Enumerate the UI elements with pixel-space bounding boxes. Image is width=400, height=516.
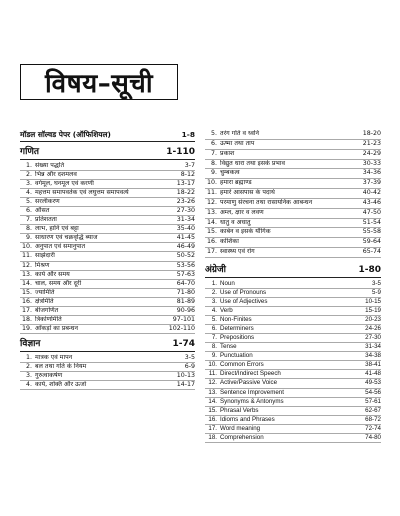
toc-entry bbox=[205, 209, 381, 219]
entry-number: 2. bbox=[25, 362, 32, 370]
toc-entry bbox=[205, 334, 381, 343]
entry-number: 7. bbox=[211, 334, 217, 342]
entry-number: 8. bbox=[211, 343, 217, 351]
toc-entry bbox=[20, 316, 195, 325]
page-title: विषय–सूची bbox=[20, 64, 178, 100]
entry-title: कार्बन व इसके यौगिक bbox=[220, 228, 271, 236]
toc-entry bbox=[205, 407, 381, 416]
toc-entry bbox=[205, 238, 381, 248]
section-label: विज्ञान bbox=[20, 338, 41, 349]
entry-title: Active/Passive Voice bbox=[220, 379, 278, 387]
toc-entry bbox=[205, 352, 381, 361]
section-vigyan bbox=[20, 338, 195, 352]
entry-title: वर्गमूल, घनमूल एवं करणी bbox=[35, 180, 94, 188]
toc-entry bbox=[205, 189, 381, 199]
entry-pages: 20-23 bbox=[365, 316, 381, 324]
entry-pages: 13-17 bbox=[176, 180, 195, 188]
entry-number: 11. bbox=[208, 370, 217, 378]
entry-pages: 21-23 bbox=[362, 139, 381, 147]
entry-title: हमारे आसपास के पदार्थ bbox=[220, 189, 275, 197]
entry-title: मिश्रण bbox=[35, 261, 50, 269]
toc-entry bbox=[20, 381, 195, 390]
entry-pages: 97-101 bbox=[172, 315, 195, 323]
vigyan-continued-list bbox=[205, 130, 381, 258]
entry-title: गुरुत्वाकर्षण bbox=[35, 371, 63, 379]
entry-number: 16. bbox=[21, 297, 32, 305]
entry-number: 7. bbox=[210, 149, 217, 157]
entry-pages: 81-89 bbox=[176, 297, 195, 305]
entry-pages: 57-63 bbox=[176, 270, 195, 278]
toc-entry bbox=[20, 262, 195, 271]
entry-pages: 50-52 bbox=[176, 252, 195, 260]
entry-number: 10. bbox=[206, 179, 217, 187]
entry-title: Word meaning bbox=[220, 424, 261, 432]
entry-title: कोशिका bbox=[220, 238, 239, 246]
entry-number: 13. bbox=[208, 388, 217, 396]
toc-entry bbox=[205, 316, 381, 325]
entry-title: Use of Pronouns bbox=[220, 289, 267, 297]
entry-title: अनुपात एवं समानुपात bbox=[35, 243, 86, 251]
section-label: मॉडल सॉल्वड पेपर (ऑफिशियल) bbox=[20, 130, 111, 139]
toc-entry bbox=[205, 416, 381, 425]
entry-number: 11. bbox=[206, 189, 217, 197]
toc-entry bbox=[205, 307, 381, 316]
toc-entry bbox=[20, 372, 195, 381]
entry-pages: 64-70 bbox=[176, 279, 195, 287]
entry-pages: 5-9 bbox=[372, 289, 381, 297]
entry-title: लाभ, हानि एवं बट्टा bbox=[35, 225, 79, 233]
entry-pages: 57-61 bbox=[365, 397, 381, 405]
entry-pages: 15-19 bbox=[365, 307, 381, 315]
entry-number: 17. bbox=[206, 248, 217, 256]
toc-entry bbox=[20, 325, 195, 334]
toc-entry bbox=[205, 280, 381, 289]
toc-entry bbox=[20, 198, 195, 207]
entry-number: 10. bbox=[208, 361, 217, 369]
entry-pages: 3-5 bbox=[372, 279, 381, 287]
entry-title: Non-Finites bbox=[220, 316, 252, 324]
entry-pages: 34-36 bbox=[362, 169, 381, 177]
toc-entry bbox=[205, 361, 381, 370]
entry-pages: 54-56 bbox=[365, 388, 381, 396]
entry-pages: 35-40 bbox=[176, 225, 195, 233]
ganit-list bbox=[20, 162, 195, 334]
toc-entry bbox=[205, 289, 381, 298]
entry-title: Comprehension bbox=[220, 433, 264, 441]
entry-title: साझेदारी bbox=[35, 252, 55, 260]
toc-entry bbox=[20, 289, 195, 298]
angrezi-list bbox=[205, 280, 381, 443]
entry-number: 6. bbox=[211, 325, 217, 333]
toc-entry bbox=[20, 307, 195, 316]
entry-pages: 34-38 bbox=[365, 352, 381, 360]
entry-number: 3. bbox=[25, 180, 32, 188]
entry-pages: 51-54 bbox=[362, 218, 381, 226]
entry-number: 14. bbox=[206, 218, 217, 226]
entry-title: चुम्बकत्व bbox=[220, 169, 240, 177]
toc-entry bbox=[205, 199, 381, 209]
toc-entry bbox=[20, 363, 195, 372]
entry-number: 8. bbox=[25, 225, 32, 233]
entry-pages: 38-41 bbox=[365, 361, 381, 369]
section-label: अंग्रेजी bbox=[205, 264, 226, 275]
entry-pages: 27-30 bbox=[176, 207, 195, 215]
entry-title: औसत bbox=[35, 207, 50, 215]
section-ganit bbox=[20, 146, 195, 160]
entry-title: तरंग गति व ध्वनि bbox=[220, 130, 259, 137]
entry-pages: 43-46 bbox=[362, 198, 381, 206]
toc-entry bbox=[205, 219, 381, 229]
entry-number: 18. bbox=[21, 315, 32, 323]
entry-title: कार्य और समय bbox=[35, 270, 70, 278]
entry-pages: 62-67 bbox=[365, 406, 381, 414]
toc-entry bbox=[205, 370, 381, 379]
toc-entry bbox=[205, 389, 381, 398]
entry-pages: 40-42 bbox=[362, 189, 381, 197]
entry-pages: 90-96 bbox=[176, 306, 195, 314]
section-pages: 1-110 bbox=[166, 147, 195, 157]
entry-number: 3. bbox=[25, 371, 32, 379]
entry-number: 19. bbox=[21, 324, 32, 332]
entry-number: 8. bbox=[210, 159, 217, 167]
entry-pages: 14-17 bbox=[176, 381, 195, 389]
entry-number: 7. bbox=[25, 216, 32, 224]
entry-pages: 23-26 bbox=[176, 198, 195, 206]
entry-title: ज्यामिति bbox=[35, 288, 55, 296]
left-column bbox=[20, 130, 195, 390]
entry-number: 6. bbox=[25, 207, 32, 215]
entry-pages: 72-74 bbox=[365, 424, 381, 432]
entry-number: 14. bbox=[21, 279, 32, 287]
entry-number: 1. bbox=[25, 162, 32, 169]
section-label: गणित bbox=[20, 147, 40, 157]
entry-title: साधारण एवं चक्रवृद्धि ब्याज bbox=[35, 234, 98, 242]
entry-pages: 18-20 bbox=[362, 130, 381, 137]
entry-number: 6. bbox=[210, 139, 217, 147]
entry-pages: 46-49 bbox=[176, 243, 195, 251]
entry-number: 10. bbox=[21, 243, 32, 251]
toc-entry bbox=[205, 130, 381, 140]
toc-entry bbox=[20, 234, 195, 243]
toc-entry bbox=[205, 140, 381, 150]
entry-title: विद्युत धारा तथा इसके प्रभाव bbox=[220, 159, 285, 167]
entry-number: 9. bbox=[25, 234, 32, 242]
toc-entry bbox=[20, 271, 195, 280]
entry-pages: 6-9 bbox=[184, 362, 195, 370]
entry-number: 16. bbox=[206, 238, 217, 246]
entry-number: 5. bbox=[210, 130, 217, 137]
entry-pages: 10-15 bbox=[365, 298, 381, 306]
entry-title: संख्या पद्धति bbox=[35, 162, 65, 169]
entry-pages: 27-30 bbox=[365, 334, 381, 342]
toc-entry bbox=[205, 325, 381, 334]
entry-pages: 53-56 bbox=[176, 261, 195, 269]
toc-entry bbox=[20, 252, 195, 261]
entry-pages: 49-53 bbox=[365, 379, 381, 387]
entry-pages: 102-110 bbox=[168, 324, 195, 332]
entry-pages: 30-33 bbox=[362, 159, 381, 167]
toc-entry bbox=[20, 207, 195, 216]
toc-entry bbox=[205, 434, 381, 443]
toc-entry bbox=[20, 225, 195, 234]
entry-number: 4. bbox=[25, 381, 32, 389]
toc-entry bbox=[205, 379, 381, 388]
toc-entry bbox=[205, 248, 381, 258]
section-angrezi bbox=[205, 264, 381, 278]
entry-pages: 24-29 bbox=[362, 149, 381, 157]
entry-title: हमारा ब्रह्माण्ड bbox=[220, 179, 252, 187]
toc-entry bbox=[205, 160, 381, 170]
entry-title: Idioms and Phrases bbox=[220, 415, 275, 423]
entry-number: 4. bbox=[25, 189, 32, 197]
entry-title: भिन्न और दशमलव bbox=[35, 171, 77, 179]
toc-entry bbox=[20, 189, 195, 198]
entry-number: 12. bbox=[208, 379, 217, 387]
entry-number: 12. bbox=[21, 261, 32, 269]
entry-number: 9. bbox=[210, 169, 217, 177]
entry-pages: 37-39 bbox=[362, 179, 381, 187]
entry-title: कार्य, शक्ति और ऊर्जा bbox=[35, 381, 87, 389]
entry-pages: 55-58 bbox=[362, 228, 381, 236]
entry-pages: 31-34 bbox=[176, 216, 195, 224]
toc-entry bbox=[205, 343, 381, 352]
entry-number: 11. bbox=[21, 252, 32, 260]
entry-title: Phrasal Verbs bbox=[220, 406, 259, 414]
entry-title: सरलीकरण bbox=[35, 198, 60, 206]
entry-title: Noun bbox=[220, 279, 235, 287]
entry-title: बल तथा गति के नियम bbox=[35, 362, 87, 370]
section-pages: 1-74 bbox=[172, 338, 195, 349]
entry-pages: 3-5 bbox=[184, 353, 195, 361]
entry-title: परमाणु संरचना तथा रासायनिक आबन्धन bbox=[220, 198, 313, 206]
entry-title: चाल, समय और दूरी bbox=[35, 279, 82, 287]
entry-title: मात्रक एवं मापन bbox=[35, 353, 73, 361]
section-pages: 1-80 bbox=[358, 264, 381, 275]
entry-title: त्रिकोणमिति bbox=[35, 315, 62, 323]
entry-title: Synonyms & Antonyms bbox=[220, 397, 284, 405]
entry-number: 16. bbox=[208, 415, 217, 423]
entry-number: 18. bbox=[208, 433, 217, 441]
toc-entry bbox=[205, 298, 381, 307]
right-column bbox=[205, 130, 381, 443]
entry-title: Tense bbox=[220, 343, 237, 351]
entry-title: धातु व अधातु bbox=[220, 218, 251, 226]
vigyan-list bbox=[20, 354, 195, 390]
entry-number: 15. bbox=[208, 406, 217, 414]
entry-pages: 31-34 bbox=[365, 343, 381, 351]
entry-title: प्रतिशतता bbox=[35, 216, 57, 224]
entry-pages: 47-50 bbox=[362, 208, 381, 216]
entry-pages: 71-80 bbox=[176, 288, 195, 296]
toc-entry bbox=[205, 150, 381, 160]
entry-number: 17. bbox=[21, 306, 32, 314]
entry-pages: 10-13 bbox=[176, 371, 195, 379]
toc-entry bbox=[20, 216, 195, 225]
section-model-papers bbox=[20, 130, 195, 142]
entry-number: 13. bbox=[206, 208, 217, 216]
entry-number: 14. bbox=[208, 397, 217, 405]
entry-number: 13. bbox=[21, 270, 32, 278]
toc-entry bbox=[20, 243, 195, 252]
entry-number: 9. bbox=[211, 352, 217, 360]
entry-title: अम्ल, क्षार व लवण bbox=[220, 208, 264, 216]
entry-title: महत्तम समापवर्तक एवं लघुत्तम समापवर्त्य bbox=[35, 189, 129, 197]
entry-number: 17. bbox=[208, 424, 217, 432]
entry-pages: 3-7 bbox=[184, 162, 195, 169]
entry-pages: 68-72 bbox=[365, 415, 381, 423]
entry-title: आँकड़ों का प्रबन्धन bbox=[35, 324, 79, 332]
toc-entry bbox=[20, 162, 195, 171]
entry-title: ऊष्मा तथा ताप bbox=[220, 139, 255, 147]
entry-number: 2. bbox=[25, 171, 32, 179]
entry-title: क्षेत्रमिति bbox=[35, 297, 54, 305]
entry-pages: 59-64 bbox=[362, 238, 381, 246]
entry-title: Common Errors bbox=[220, 361, 264, 369]
toc-entry bbox=[205, 179, 381, 189]
entry-number: 1. bbox=[211, 279, 217, 287]
entry-pages: 8-12 bbox=[180, 171, 195, 179]
entry-pages: 24-26 bbox=[365, 325, 381, 333]
entry-number: 1. bbox=[25, 353, 32, 361]
entry-number: 3. bbox=[211, 298, 217, 306]
toc-entry bbox=[20, 354, 195, 363]
toc-entry bbox=[205, 228, 381, 238]
entry-pages: 74-80 bbox=[365, 433, 381, 441]
entry-number: 4. bbox=[211, 307, 217, 315]
toc-entry bbox=[20, 180, 195, 189]
toc-entry bbox=[20, 298, 195, 307]
entry-title: Sentence Improvement bbox=[220, 388, 284, 396]
entry-number: 15. bbox=[21, 288, 32, 296]
section-pages: 1-8 bbox=[181, 130, 195, 139]
entry-title: Use of Adjectives bbox=[220, 298, 268, 306]
toc-entry bbox=[205, 425, 381, 434]
entry-number: 12. bbox=[206, 198, 217, 206]
entry-pages: 41-45 bbox=[176, 234, 195, 242]
toc-entry bbox=[20, 280, 195, 289]
entry-title: Prepositions bbox=[220, 334, 255, 342]
entry-pages: 18-22 bbox=[176, 189, 195, 197]
entry-pages: 65-74 bbox=[362, 248, 381, 256]
entry-number: 5. bbox=[211, 316, 217, 324]
entry-title: Punctuation bbox=[220, 352, 253, 360]
entry-title: प्रकाश bbox=[220, 149, 235, 157]
toc-entry bbox=[205, 169, 381, 179]
entry-title: Determiners bbox=[220, 325, 254, 333]
entry-title: बीजगणित bbox=[35, 306, 59, 314]
entry-number: 2. bbox=[211, 289, 217, 297]
toc-entry bbox=[20, 171, 195, 180]
entry-number: 15. bbox=[206, 228, 217, 236]
entry-pages: 41-48 bbox=[365, 370, 381, 378]
toc-entry bbox=[205, 398, 381, 407]
entry-number: 5. bbox=[25, 198, 32, 206]
entry-title: Verb bbox=[220, 307, 233, 315]
entry-title: स्वास्थ्य एवं रोग bbox=[220, 248, 255, 256]
entry-title: Direct/Indirect Speech bbox=[220, 370, 281, 378]
